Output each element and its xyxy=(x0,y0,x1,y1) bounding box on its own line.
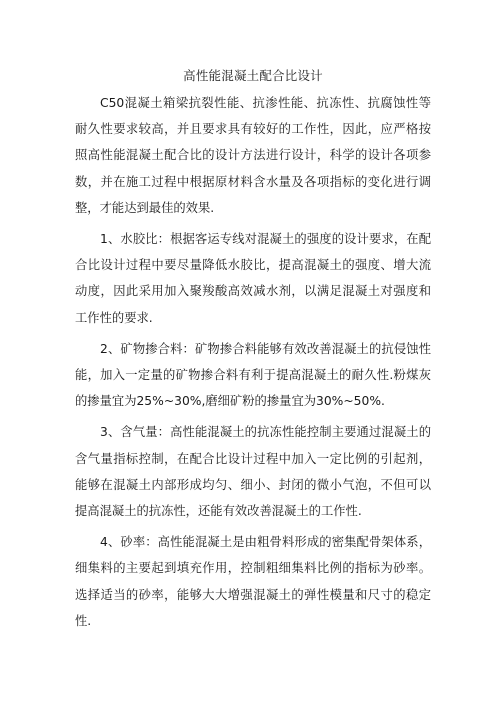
paragraph-water-binder-ratio: 1、水胶比：根据客运专线对混凝土的强度的设计要求，在配合比设计过程中要尽量降低水胶比，提高混凝土的强度、增大流动度，因此采用加入聚羧酸高效减水剂，以满足混凝土对强度和工作性的要求. xyxy=(75,232,431,325)
paragraph-sand-ratio: 4、砂率：高性能混凝土是由粗骨料形成的密集配骨架体系，细集料的主要起到填充作用，控制粗细集料比例的指标为砂率。选择适当的砂率，能够大大增强混凝土的弹性模量和尺寸的稳定性. xyxy=(75,535,431,628)
paragraph-intro: C50混凝土箱梁抗裂性能、抗渗性能、抗冻性、抗腐蚀性等耐久性要求较高，并且要求具有较好的工作性，因此，应严格按照高性能混凝土配合比的设计方法进行设计，科学的设计各项参数，并在施工过程中根据原材料含水量及各项指标的变化进行调整，才能达到最佳的效果. xyxy=(75,96,431,215)
document-title: 高性能混凝土配合比设计 xyxy=(183,68,323,83)
paragraph-mineral-admixture: 2、矿物掺合料：矿物掺合料能够有效改善混凝土的抗侵蚀性能，加入一定量的矿物掺合料有利于提高混凝土的耐久性.粉煤灰的掺量宜为25%~30%,磨细矿粉的掺量宜为30%~50%. xyxy=(75,341,431,409)
document-page xyxy=(75,66,431,639)
paragraph-air-content: 3、含气量：高性能混凝土的抗冻性能控制主要通过混凝土的含气量指标控制，在配合比设计过程中加入一定比例的引起剂，能够在混凝土内部形成均匀、细小、封闭的微小气泡，不但可以提高混凝土的抗冻性，还能有效改善混凝土的工作性. xyxy=(75,425,431,519)
